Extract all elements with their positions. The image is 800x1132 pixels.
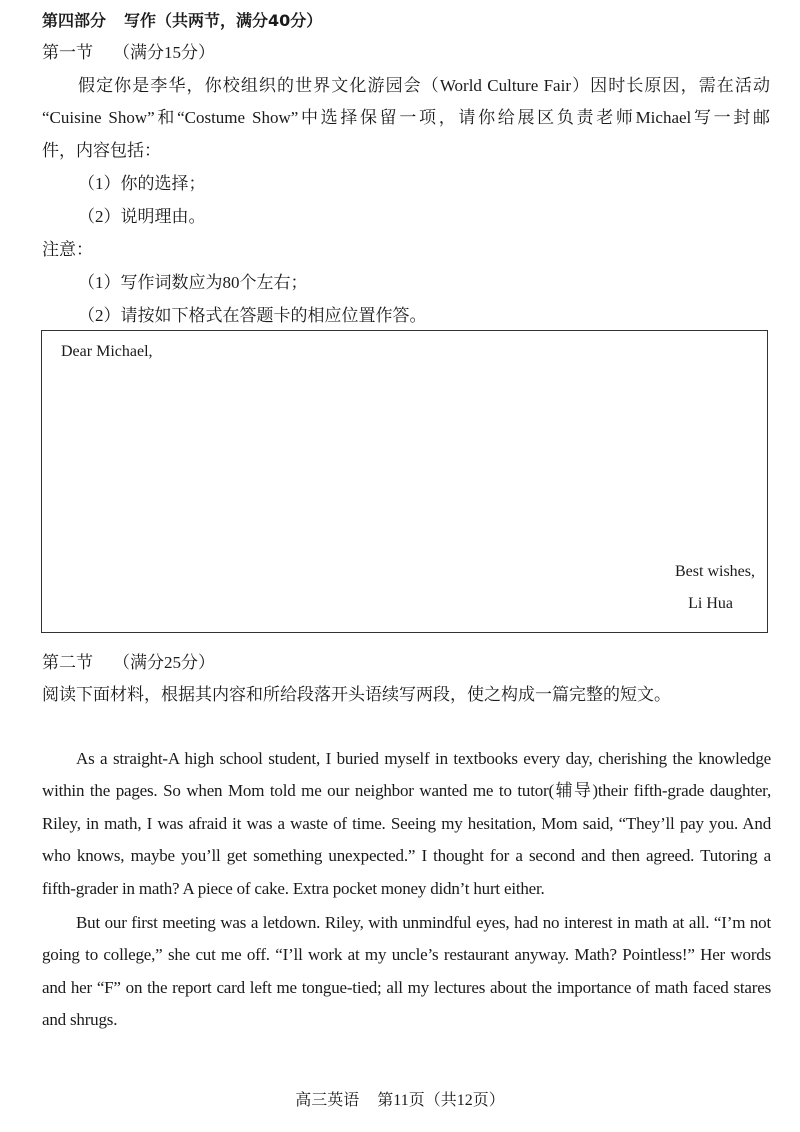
reading-passage [42, 743, 771, 1037]
letter-answer-box [41, 330, 768, 633]
section1-heading [42, 42, 215, 64]
letter-salutation: Dear Michael, [61, 343, 153, 360]
prompt-line-1: 假定你是李华，你校组织的世界文化游园会（World Culture Fair）因时长原因，需在活动 [78, 76, 770, 95]
letter-signature: Li Hua [688, 595, 733, 612]
part-subtitle: 写作（共两节，满分40分） [124, 11, 323, 30]
prompt-line-2: “Cuisine Show”和“Costume Show”中选择保留一项，请你给展区负责老师Michael写一封邮 [42, 108, 770, 127]
passage-paragraph-2: But our first meeting was a letdown. Riley, with unmindful eyes, had no interest in math at all. “I’m not going to college,” she cut me off. “I’ll work at my uncle’s restaurant anyway. Math? Pointless!” Her words and her “F” on the report card left me tongue-tied; all my lectures about the importance of math faced stares and shrugs. [42, 913, 771, 1030]
content-point-2: （2）说明理由。 [78, 207, 206, 226]
part-title: 第四部分 [42, 11, 107, 30]
note-1: （1）写作词数应为80个左右； [78, 273, 308, 292]
part-heading [42, 10, 322, 32]
section1-title: 第一节 [42, 43, 93, 62]
section2-heading [42, 652, 215, 674]
passage-paragraph-1: As a straight-A high school student, I buried myself in textbooks every day, cherishing the knowledge within the pages. So when Mom told me our neighbor wanted me to tutor(辅导)their fifth-grade daughter, Riley, in math, I was afraid it was a waste of time. Seeing my hesitation, Mom said, “They’ll pay you. And who knows, maybe you’ll get something unexpected.” I thought for a second and then agreed. Tutoring a fifth-grader in math? A piece of cake. Extra pocket money didn’t hurt either. [42, 749, 771, 898]
footer-subject: 高三英语 [295, 1092, 360, 1109]
notes-label: 注意： [42, 240, 93, 259]
section2-instruction: 阅读下面材料，根据其内容和所给段落开头语续写两段，使之构成一篇完整的短文。 [42, 685, 671, 704]
note-2: （2）请按如下格式在答题卡的相应位置作答。 [78, 306, 427, 325]
section2-score: （满分25分） [113, 653, 215, 672]
section1-score: （满分15分） [113, 43, 215, 62]
footer-page-number: 第11页（共12页） [377, 1092, 505, 1109]
section2-title: 第二节 [42, 653, 93, 672]
content-point-1: （1）你的选择； [78, 174, 206, 193]
letter-closing: Best wishes, [675, 563, 755, 580]
page-footer [0, 1087, 800, 1110]
prompt-line-3: 件，内容包括： [42, 141, 161, 160]
